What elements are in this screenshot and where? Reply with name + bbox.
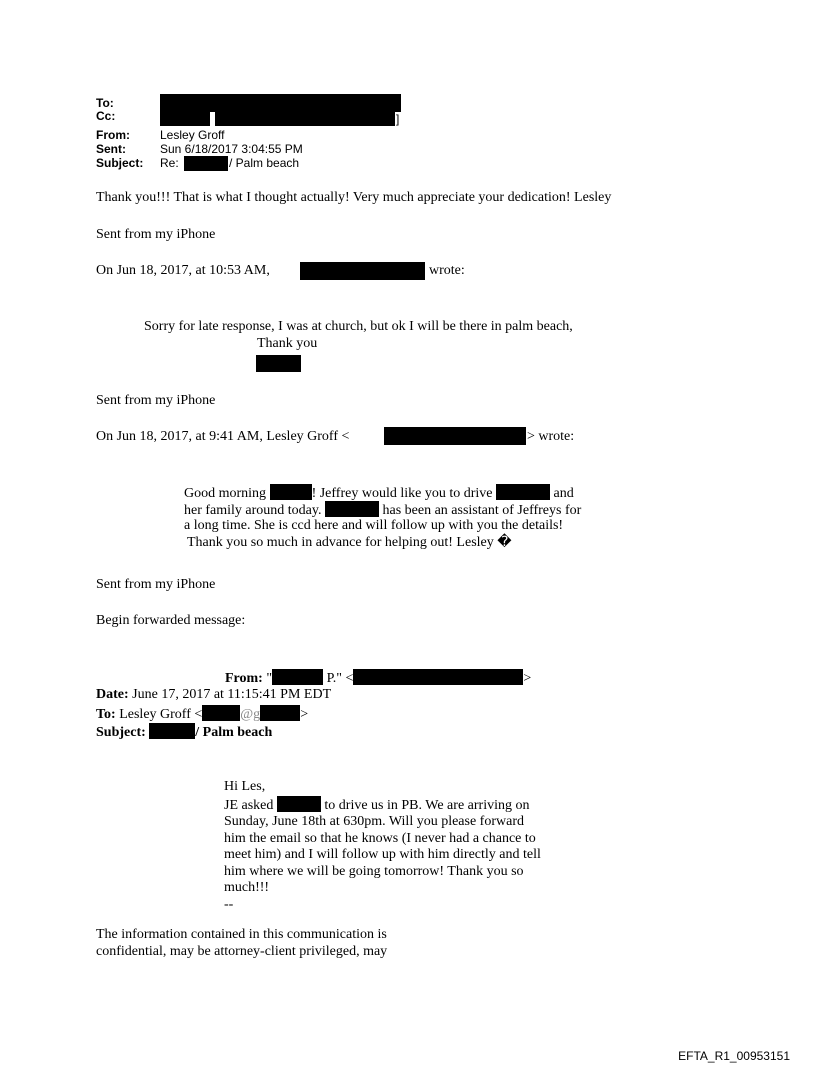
disclaimer-line2: confidential, may be attorney-client privileged, may [96, 944, 388, 959]
redaction-to [160, 94, 401, 112]
quote2-l1-b: ! Jeffrey would like you to drive [311, 486, 493, 501]
redaction-cc-1 [160, 112, 210, 126]
fwd-subject-label: Subject: [96, 725, 146, 740]
redaction-fwd-driver [277, 796, 321, 812]
fwd-from-quote-open: " [266, 671, 273, 686]
fwd-body [224, 779, 541, 913]
redaction-quote2-name-3 [325, 501, 379, 517]
quote2-intro-suffix: > wrote: [527, 429, 575, 444]
redaction-fwd-to-user [202, 705, 240, 721]
fwd-line3: him the email so that he knows (I never had a chance to [224, 830, 536, 846]
fwd-greeting: Hi Les, [224, 779, 266, 794]
quote1-line2: Thank you [257, 336, 318, 351]
fwd-line4: meet him) and I will follow up with him directly and tell [224, 847, 541, 862]
redaction-fwd-sender-email [353, 669, 523, 685]
fwd-from-label: From: [225, 671, 263, 686]
quote2-line4: Thank you so much in advance for helping out! Lesley � [187, 535, 512, 550]
fwd-to-value: Lesley Groff < [119, 707, 203, 722]
cc-bracket: ] [396, 112, 400, 126]
quote2-line3: a long time. She is ccd here and will follow up with you the details! [184, 518, 564, 533]
redaction-cc-2 [215, 112, 395, 126]
subject-label: Subject: [96, 156, 144, 170]
fwd-date-value: June 17, 2017 at 11:15:41 PM EDT [132, 687, 332, 702]
reply-text: Thank you!!! That is what I thought actually! Very much appreciate your dedication! Lesley [96, 190, 612, 205]
sent-from-iphone-3: Sent from my iPhone [96, 577, 216, 592]
redaction-quote1-signature [256, 355, 301, 372]
redaction-quote2-email [384, 427, 526, 445]
redaction-fwd-subject [149, 723, 195, 739]
to-label: To: [96, 96, 114, 110]
fwd-from-line [225, 669, 531, 687]
quote2-intro-prefix: On Jun 18, 2017, at 9:41 AM, Lesley Groff < [96, 429, 350, 444]
fwd-date-line [96, 687, 331, 703]
fwd-to-at: @g [240, 707, 261, 722]
quote2-l1-a: Good morning [184, 486, 267, 501]
fwd-from-close: > [523, 671, 532, 686]
begin-forwarded-message: Begin forwarded message: [96, 613, 246, 628]
quote2-l1-c: and [553, 486, 574, 501]
quote2-line2 [184, 501, 581, 519]
fwd-to-close: > [300, 707, 309, 722]
fwd-line2: Sunday, June 18th at 630pm. Will you please forward [224, 814, 524, 829]
fwd-line1 [224, 796, 541, 815]
from-label: From: [96, 128, 130, 142]
sent-label: Sent: [96, 142, 126, 156]
from-value: Lesley Groff [160, 128, 225, 142]
quote2-line1 [184, 484, 574, 502]
fwd-line6: much!!! [224, 880, 270, 895]
redaction-quote1-sender [300, 262, 425, 280]
redaction-subject [184, 156, 228, 171]
quote1-intro-suffix: wrote: [429, 263, 465, 278]
fwd-to-line [96, 705, 308, 723]
redaction-fwd-to-domain [260, 705, 300, 721]
fwd-l1-a: JE asked [224, 797, 274, 813]
fwd-line5: him where we will be going tomorrow! Thank you so [224, 863, 524, 879]
fwd-subject-suffix: / Palm beach [195, 725, 273, 740]
fwd-to-label: To: [96, 707, 116, 722]
sent-from-iphone-1: Sent from my iPhone [96, 227, 216, 242]
cc-label: Cc: [96, 109, 116, 123]
sent-from-iphone-2: Sent from my iPhone [96, 393, 216, 408]
redaction-quote2-name-1 [270, 484, 312, 500]
quote2-l2-b: has been an assistant of Jeffreys for [382, 503, 582, 518]
fwd-l1-b: to drive us in PB. We are arriving on [324, 797, 530, 813]
subject-prefix: Re: [160, 156, 179, 170]
document-id: EFTA_R1_00953151 [678, 1049, 790, 1063]
fwd-subject-line [96, 723, 272, 741]
sent-value: Sun 6/18/2017 3:04:55 PM [160, 142, 303, 156]
quote1-intro-prefix: On Jun 18, 2017, at 10:53 AM, [96, 263, 270, 278]
quote2-l2-a: her family around today. [184, 503, 322, 518]
redaction-quote2-name-2 [496, 484, 550, 500]
fwd-from-quote-mid: P." < [326, 671, 354, 686]
redaction-fwd-sender-name [272, 669, 323, 685]
fwd-date-label: Date: [96, 687, 129, 702]
disclaimer-line1: The information contained in this communication is [96, 927, 387, 942]
fwd-signature-dash: -- [224, 896, 234, 912]
subject-suffix: / Palm beach [229, 156, 300, 170]
quote1-line1: Sorry for late response, I was at church, but ok I will be there in palm beach, [144, 319, 573, 334]
